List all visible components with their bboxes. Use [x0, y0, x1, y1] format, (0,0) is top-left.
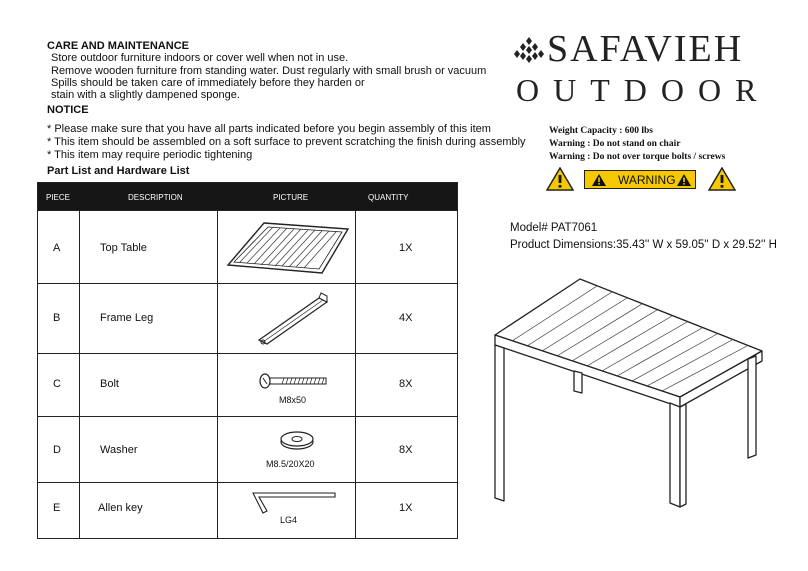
parts-table [37, 182, 458, 539]
piece-description: Bolt [100, 378, 119, 390]
size-label: M8.5/20X20 [266, 459, 315, 469]
piece-letter: A [53, 242, 61, 254]
bolt-icon [258, 372, 328, 390]
piece-description: Allen key [98, 502, 143, 514]
warning-triangle-icon [546, 167, 574, 191]
piece-letter: C [53, 378, 61, 390]
washer-icon [279, 431, 315, 451]
piece-quantity: 4X [399, 312, 413, 324]
piece-description: Frame Leg [100, 312, 154, 324]
table-row [38, 353, 457, 417]
warning-line: Warning : Do not over torque bolts / screws [549, 152, 726, 162]
piece-quantity: 1X [399, 242, 413, 254]
weight-capacity: Weight Capacity : 600 lbs [549, 126, 653, 136]
warning-triangle-icon [591, 173, 607, 187]
model-number: Model# PAT7061 [510, 222, 598, 234]
size-label: M8x50 [279, 395, 307, 405]
brand-name: SAFAVIEH [547, 28, 744, 70]
piece-letter: E [53, 502, 61, 514]
care-line: stain with a slightly dampened sponge. [51, 89, 240, 101]
piece-quantity: 8X [399, 378, 413, 390]
piece-letter: D [53, 444, 61, 456]
notice-line: * Please make sure that you have all parts indicated before you begin assembly of this item [47, 123, 491, 135]
warning-banner [584, 170, 696, 189]
header-piece: PIECE [46, 193, 71, 202]
care-line: Store outdoor furniture indoors or cover well when not in use. [51, 52, 349, 64]
table-row [38, 210, 457, 284]
frame-leg-icon [253, 292, 333, 348]
table-header [38, 183, 457, 210]
care-line: Spills should be taken care of immediately before they harden or [51, 77, 365, 89]
piece-letter: B [53, 312, 61, 324]
warning-triangle-icon [676, 173, 692, 187]
header-picture: PICTURE [273, 193, 309, 202]
piece-description: Top Table [100, 242, 147, 254]
piece-quantity: 8X [399, 444, 413, 456]
size-label: LG4 [280, 515, 298, 525]
care-line: Remove wooden furniture from standing water. Dust regularly with small brush or vacuum [51, 65, 487, 77]
warning-line: Warning : Do not stand on chair [549, 139, 681, 149]
piece-quantity: 1X [399, 502, 413, 514]
table-row [38, 482, 457, 540]
table-row [38, 283, 457, 354]
notice-line: * This item may require periodic tightening [47, 149, 253, 161]
allen-key-icon [251, 489, 337, 515]
warning-banner-label: WARNING [618, 173, 676, 187]
notice-line: * This item should be assembled on a soft surface to prevent scratching the finish during assembly [47, 136, 526, 148]
table-top-icon [224, 219, 350, 277]
care-title: CARE AND MAINTENANCE [47, 40, 189, 52]
piece-description: Washer [100, 444, 138, 456]
dining-table-illustration [490, 275, 770, 515]
table-row [38, 416, 457, 483]
header-quantity: QUANTITY [368, 193, 409, 202]
brand-logo-icon [513, 35, 545, 67]
warning-triangle-icon [708, 167, 736, 191]
brand-subname: OUTDOOR [516, 72, 771, 108]
notice-title: NOTICE [47, 104, 89, 116]
parts-list-title: Part List and Hardware List [47, 165, 190, 177]
product-dimensions: Product Dimensions:35.43'' W x 59.05'' D x 29.52'' H [510, 239, 777, 251]
header-description: DESCRIPTION [128, 193, 183, 202]
